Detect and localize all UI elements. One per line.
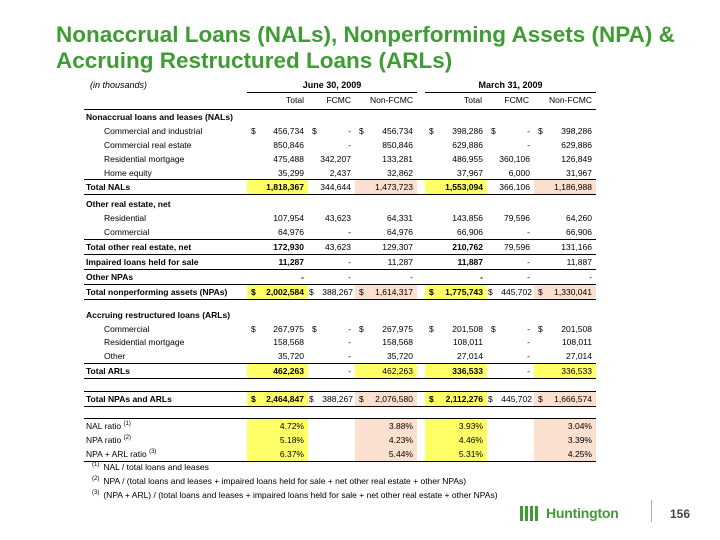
row-label: NAL ratio $^{(1)}$ xyxy=(86,421,131,432)
row-label: NPA ratio $^{(2)}$ xyxy=(86,434,131,445)
table-row xyxy=(84,152,596,166)
value-cell: 850,846 xyxy=(382,139,413,150)
total-row xyxy=(84,285,596,300)
value-cell xyxy=(308,447,355,461)
value-cell: - xyxy=(527,351,530,362)
value-cell: - xyxy=(589,271,592,282)
row-label: NPA + ARL ratio $^{(3)}$ xyxy=(86,448,157,459)
total-row xyxy=(84,179,596,195)
value-cell: $ - xyxy=(312,125,351,136)
logo-text: Huntington xyxy=(546,505,619,521)
value-cell: 35,299 xyxy=(278,167,304,178)
row-label: Other NPAs xyxy=(86,271,134,282)
ratio-row xyxy=(84,433,596,447)
value-cell: 1,553,094 xyxy=(425,180,487,194)
value-cell: 4.23% xyxy=(355,433,417,447)
value-cell: 66,906 xyxy=(566,227,592,238)
col-header-nonfcmc: Non-FCMC xyxy=(549,95,592,105)
value-cell: 126,849 xyxy=(561,153,592,164)
value-cell: 1,818,367 xyxy=(247,180,308,194)
table-row xyxy=(84,225,596,239)
value-cell: $ 1,330,041 xyxy=(534,285,596,299)
value-cell: $ 445,702 xyxy=(488,286,532,297)
row-label: Other real estate, net xyxy=(86,199,171,210)
row-label: Total NALs xyxy=(86,182,131,193)
period-header-march: March 31, 2009 xyxy=(478,80,543,90)
value-cell: 6,000 xyxy=(508,167,530,178)
value-cell xyxy=(308,433,355,447)
value-cell: - xyxy=(527,366,530,377)
value-cell: - xyxy=(527,139,530,150)
value-cell: 629,886 xyxy=(452,139,483,150)
value-cell: $ 2,112,276 xyxy=(425,392,487,406)
value-cell: 35,720 xyxy=(278,351,304,362)
table-row xyxy=(84,124,596,138)
value-cell: $ 456,734 xyxy=(251,125,304,136)
col-header-nonfcmc: Non-FCMC xyxy=(370,95,413,105)
section-header-ore xyxy=(84,195,596,211)
table-row xyxy=(84,211,596,225)
table-row xyxy=(84,270,596,285)
units-note: (in thousands) xyxy=(90,80,148,90)
value-cell: 64,260 xyxy=(566,213,592,224)
value-cell: - xyxy=(410,271,413,282)
row-label: Total ARLs xyxy=(86,366,130,377)
value-cell: $ 388,267 xyxy=(309,286,353,297)
footnote: $^{(3)}$ (NPA + ARL) / (total loans and leases + impaired loans held for sale + net other real estate + other NPAs) xyxy=(92,490,498,500)
table-row xyxy=(84,138,596,152)
value-cell: $ 388,267 xyxy=(309,394,353,405)
value-cell: 131,166 xyxy=(561,242,592,253)
value-cell: 344,644 xyxy=(320,182,351,193)
value-cell: - xyxy=(527,227,530,238)
page-title: Nonaccrual Loans (NALs), Nonperforming Assets (NPA) & Accruing Restructured Loans (ARLs) xyxy=(56,22,675,73)
ratio-row xyxy=(84,418,596,433)
value-cell: 360,106 xyxy=(499,153,530,164)
value-cell xyxy=(487,419,534,433)
row-label: Commercial xyxy=(104,323,150,334)
value-cell: 486,955 xyxy=(452,153,483,164)
total-row xyxy=(84,239,596,255)
value-cell: 27,014 xyxy=(566,351,592,362)
row-label: Commercial xyxy=(104,227,150,238)
value-cell: $ - xyxy=(491,323,530,334)
value-cell: 366,106 xyxy=(499,182,530,193)
value-cell: $ 445,702 xyxy=(488,394,532,405)
value-cell: - xyxy=(348,366,351,377)
value-cell: 3.39% xyxy=(534,433,596,447)
col-header-fcmc: FCMC xyxy=(326,95,351,105)
row-label: Accruing restructured loans (ARLs) xyxy=(86,309,231,320)
value-cell: 6.37% xyxy=(247,447,308,461)
spacer xyxy=(84,379,596,391)
divider xyxy=(651,500,652,522)
value-cell: 629,886 xyxy=(561,139,592,150)
value-cell: 5.18% xyxy=(247,433,308,447)
section-header-arls xyxy=(84,308,596,322)
value-cell: $ 201,508 xyxy=(429,323,483,334)
value-cell: - xyxy=(348,139,351,150)
row-label: Total nonperforming assets (NPAs) xyxy=(86,286,228,297)
table-row xyxy=(84,166,596,180)
period-header-june: June 30, 2009 xyxy=(302,80,362,90)
value-cell: 32,862 xyxy=(387,167,413,178)
value-cell: $ 2,076,580 xyxy=(355,392,417,406)
value-cell: $ 267,975 xyxy=(359,323,413,334)
row-label: Impaired loans held for sale xyxy=(86,257,199,268)
value-cell: 342,207 xyxy=(320,153,351,164)
huntington-mark-icon xyxy=(520,506,540,521)
value-cell: 79,596 xyxy=(504,242,530,253)
row-label: Commercial real estate xyxy=(104,139,192,150)
value-cell: 108,011 xyxy=(561,337,592,348)
value-cell: 3.93% xyxy=(425,419,487,433)
value-cell: 2,437 xyxy=(329,167,351,178)
value-cell: 172,930 xyxy=(273,242,304,253)
value-cell: 462,263 xyxy=(355,364,417,378)
value-cell: $ 2,002,584 xyxy=(247,285,308,299)
row-label: Home equity xyxy=(104,167,152,178)
row-label: Commercial and industrial xyxy=(104,125,203,136)
value-cell: 4.46% xyxy=(425,433,487,447)
value-cell: 4.72% xyxy=(247,419,308,433)
value-cell: $ 1,666,574 xyxy=(534,392,596,406)
value-cell: $ 1,614,317 xyxy=(355,285,417,299)
row-label: Nonaccrual loans and leases (NALs) xyxy=(86,112,233,122)
value-cell: - xyxy=(348,227,351,238)
value-cell: 336,533 xyxy=(534,364,596,378)
value-cell: - xyxy=(480,271,483,282)
value-cell: 5.44% xyxy=(355,447,417,461)
row-label: Other xyxy=(104,351,126,362)
huntington-logo xyxy=(520,505,619,521)
section-header-nals xyxy=(84,109,596,124)
value-cell: 27,014 xyxy=(457,351,483,362)
value-cell: - xyxy=(527,271,530,282)
value-cell: 37,967 xyxy=(457,167,483,178)
value-cell: 43,623 xyxy=(325,213,351,224)
value-cell: 64,331 xyxy=(387,213,413,224)
col-header-fcmc: FCMC xyxy=(504,95,529,105)
value-cell xyxy=(308,419,355,433)
value-cell: 11,287 xyxy=(278,257,304,268)
value-cell: $ - xyxy=(312,323,351,334)
value-cell: 64,976 xyxy=(387,227,413,238)
value-cell: $ 398,286 xyxy=(538,125,592,136)
divider xyxy=(247,92,417,93)
value-cell: - xyxy=(527,337,530,348)
value-cell: 133,281 xyxy=(382,153,413,164)
value-cell: $ 398,286 xyxy=(429,125,483,136)
row-label: Residential xyxy=(104,213,147,224)
value-cell: - xyxy=(348,257,351,268)
value-cell: 66,906 xyxy=(457,227,483,238)
data-table xyxy=(84,109,596,462)
table-row xyxy=(84,335,596,349)
value-cell: 1,473,723 xyxy=(355,180,417,194)
value-cell: 107,954 xyxy=(273,213,304,224)
spacer xyxy=(84,300,596,308)
value-cell: - xyxy=(301,271,304,282)
value-cell: 108,011 xyxy=(452,337,483,348)
value-cell xyxy=(487,447,534,461)
spacer xyxy=(84,407,596,418)
value-cell: 129,307 xyxy=(382,242,413,253)
value-cell: 11,887 xyxy=(566,257,592,268)
row-label: Total NPAs and ARLs xyxy=(86,394,172,405)
value-cell: $ 267,975 xyxy=(251,323,304,334)
value-cell: - xyxy=(348,351,351,362)
value-cell: - xyxy=(527,257,530,268)
value-cell: 1,186,988 xyxy=(534,180,596,194)
value-cell: 462,263 xyxy=(247,364,308,378)
value-cell: $ - xyxy=(491,125,530,136)
value-cell: 31,967 xyxy=(566,167,592,178)
row-label: Residential mortgage xyxy=(104,153,185,164)
value-cell: - xyxy=(348,337,351,348)
col-header-total: Total xyxy=(464,95,482,105)
value-cell xyxy=(487,433,534,447)
value-cell: 158,568 xyxy=(273,337,304,348)
value-cell: 3.04% xyxy=(534,419,596,433)
value-cell: 3.88% xyxy=(355,419,417,433)
value-cell: 11,887 xyxy=(457,257,483,268)
total-row xyxy=(84,391,596,407)
value-cell: 79,596 xyxy=(504,213,530,224)
footnote: $^{(2)}$ NPA / (total loans and leases + impaired loans held for sale + net other real estate + other NPAs) xyxy=(92,476,467,486)
value-cell: 475,488 xyxy=(273,153,304,164)
page-number: 156 xyxy=(670,507,691,521)
divider xyxy=(425,92,596,93)
value-cell: 35,720 xyxy=(387,351,413,362)
col-header-total: Total xyxy=(286,95,304,105)
value-cell: 143,856 xyxy=(452,213,483,224)
value-cell: 210,762 xyxy=(452,242,483,253)
total-row xyxy=(84,363,596,379)
table-row xyxy=(84,349,596,363)
value-cell: $ 1,775,743 xyxy=(425,285,487,299)
value-cell: $ 2,464,847 xyxy=(247,392,308,406)
value-cell: - xyxy=(348,271,351,282)
value-cell: 4.25% xyxy=(534,447,596,461)
table-row xyxy=(84,255,596,270)
row-label: Total other real estate, net xyxy=(86,242,192,253)
value-cell: $ 201,508 xyxy=(538,323,592,334)
value-cell: 158,568 xyxy=(382,337,413,348)
value-cell: 11,287 xyxy=(387,257,413,268)
footnote: $^{(1)}$ NAL / total loans and leases xyxy=(92,462,209,472)
value-cell: 43,623 xyxy=(325,242,351,253)
table-row xyxy=(84,322,596,336)
ratio-row xyxy=(84,447,596,462)
row-label: Residential mortgage xyxy=(104,337,185,348)
value-cell: 850,846 xyxy=(273,139,304,150)
value-cell: 5.31% xyxy=(425,447,487,461)
value-cell: 336,533 xyxy=(425,364,487,378)
value-cell: $ 456,734 xyxy=(359,125,413,136)
value-cell: 64,976 xyxy=(278,227,304,238)
